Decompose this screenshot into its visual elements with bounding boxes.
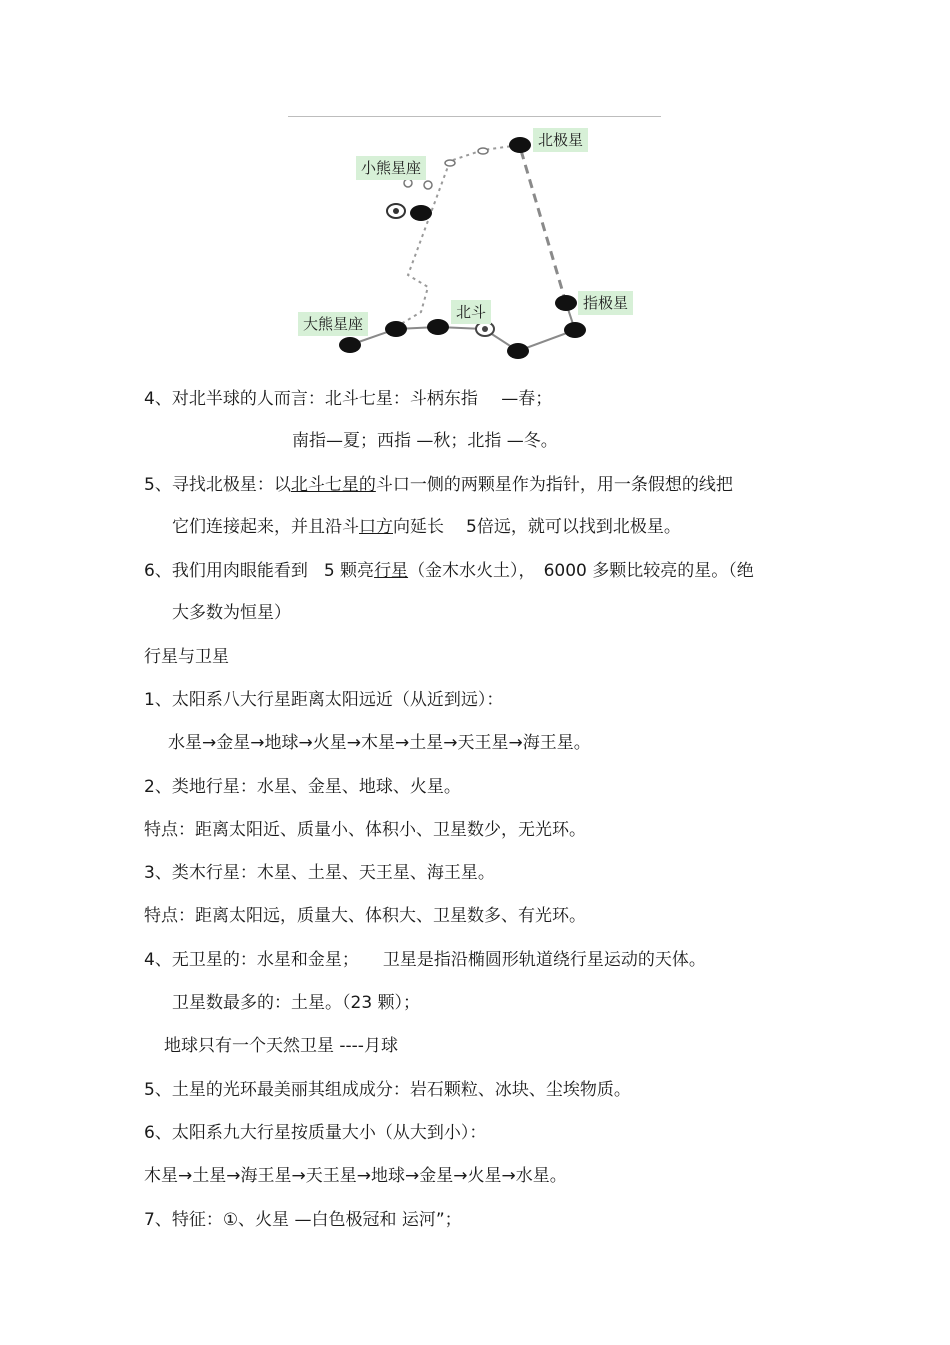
text: 4、对北半球的人而言：北斗七星：斗柄东指: [144, 389, 478, 409]
text: —春；: [501, 389, 553, 409]
star: [445, 160, 455, 166]
text: 卫星是指沿椭圆形轨道绕行星运动的天体。: [382, 950, 706, 970]
planet-item-3: 3、类木行星：木星、土星、天王星、海王星。: [144, 863, 495, 883]
label-pointer-stars: 指极星: [578, 291, 633, 315]
pointer-star: [555, 295, 577, 311]
constellation-figure: [288, 116, 661, 377]
star: [410, 205, 432, 221]
section-heading: 行星与卫星: [144, 647, 229, 667]
text: 5、寻找北极星：以: [144, 475, 291, 495]
star: [393, 208, 399, 214]
polaris-star: [509, 137, 531, 153]
star: [482, 326, 488, 332]
planet-item-4-line3: 地球只有一个天然卫星 ----月球: [164, 1036, 398, 1056]
label-little-dipper: 小熊星座: [356, 156, 426, 180]
item-5-line1: [144, 473, 733, 497]
label-polaris: 北极星: [533, 128, 588, 152]
text: 斗口一侧的两颗星作为指针，用一条假想的线把: [375, 475, 733, 495]
planet-item-4: [144, 948, 706, 972]
underlined-text: 行星: [374, 561, 409, 581]
star: [478, 148, 488, 154]
label-big-dipper: 北斗: [451, 300, 491, 324]
star: [564, 322, 586, 338]
text: 4、无卫星的：水星和金星；: [144, 950, 359, 970]
star: [404, 179, 412, 187]
star: [385, 321, 407, 337]
star: [507, 343, 529, 359]
underlined-text: 口方: [359, 517, 393, 537]
text: （金木水火土），: [408, 561, 536, 581]
item-6-line1: [144, 559, 754, 583]
star: [339, 337, 361, 353]
item-6-line2: 大多数为恒星）: [172, 603, 291, 623]
planet-order-mass: 木星→土星→海王星→天王星→地球→金星→火星→水星。: [144, 1166, 567, 1186]
text: 6、我们用肉眼能看到: [144, 561, 308, 581]
text: 5 颗亮: [323, 561, 375, 581]
planet-item-5: 5、土星的光环最美丽其组成成分：岩石颗粒、冰块、尘埃物质。: [144, 1080, 631, 1100]
planet-item-2: 2、类地行星：水星、金星、地球、火星。: [144, 777, 461, 797]
label-big-dipper-constellation: 大熊星座: [298, 312, 368, 336]
planet-item-7: 7、特征：①、火星 —白色极冠和 运河”；: [144, 1210, 462, 1230]
planet-item-3-features: 特点：距离太阳远，质量大、体积大、卫星数多、有光环。: [144, 906, 586, 926]
constellation-diagram: [288, 117, 661, 377]
planet-item-1: 1、太阳系八大行星距离太阳远近（从近到远）：: [144, 690, 504, 710]
star: [427, 319, 449, 335]
text: 它们连接起来，并且沿斗: [172, 517, 359, 537]
underlined-text: 北斗七星的: [290, 475, 376, 495]
text: 向延长: [393, 517, 444, 537]
pointer-dashed-line: [520, 147, 566, 303]
item-4-line1: [144, 387, 552, 411]
text: 5倍远，就可以找到北极星。: [466, 517, 681, 537]
item-5-line2: [172, 515, 681, 539]
star: [424, 181, 432, 189]
planet-order-distance: 水星→金星→地球→火星→木星→土星→天王星→海王星。: [168, 733, 591, 753]
planet-item-4-line2: 卫星数最多的：土星。（23 颗）；: [172, 993, 421, 1013]
planet-item-2-features: 特点：距离太阳近、质量小、体积小、卫星数少，无光环。: [144, 820, 586, 840]
text: 6000 多颗比较亮的星。（绝: [543, 561, 754, 581]
planet-item-6: 6、太阳系九大行星按质量大小（从大到小）：: [144, 1123, 487, 1143]
item-4-line2: 南指—夏；西指 —秋；北指 —冬。: [292, 431, 558, 451]
